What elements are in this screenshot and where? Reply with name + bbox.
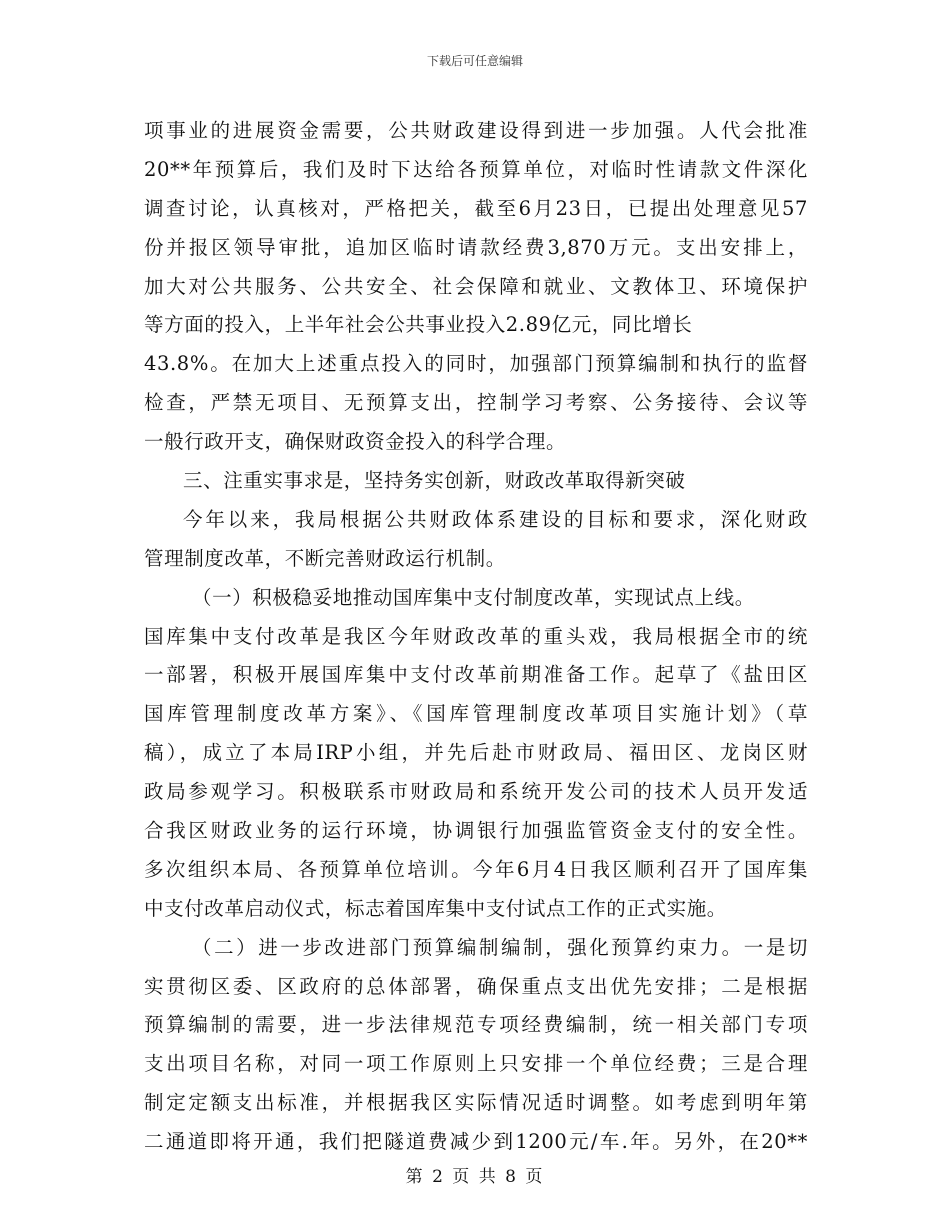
text-line: 管理制度改革，不断完善财政运行机制。 xyxy=(144,546,506,570)
text-line: 合我区财政业务的运行环境，协调银行加强监管资金支付的安全性。 xyxy=(144,819,808,843)
text-line: 项事业的进展资金需要，公共财政建设得到进一步加强。人代会批准 xyxy=(144,119,808,142)
text-line: 中支付改革启动仪式，标志着国库集中支付试点工作的正式实施。 xyxy=(144,896,727,920)
text-line: 国库管理制度改革方案》、《国库管理制度改革项目实施计划》（草 xyxy=(144,702,808,726)
text-line: 政局参观学习。积极联系市财政局和系统开发公司的技术人员开发适 xyxy=(144,780,808,804)
text-line: 多次组织本局、各预算单位培训。今年6月4日我区顺利召开了国库集 xyxy=(144,857,808,881)
text-line: 检查，严禁无项目、无预算支出，控制学习考察、公务接待、会议等 xyxy=(144,391,808,415)
text-line: 支出项目名称，对同一项工作原则上只安排一个单位经费；三是合理 xyxy=(144,1052,808,1076)
text-line: 份并报区领导审批，追加区临时请款经费3,870万元。支出安排上， xyxy=(144,235,808,259)
text-line: 调查讨论，认真核对，严格把关，截至6月23日，已提出处理意见57 xyxy=(144,196,808,220)
subsection-heading: （二）进一步改进部门预算编制编制，强化预算约束力。一是切 xyxy=(192,935,808,959)
text-line: 稿），成立了本局IRP小组，并先后赴市财政局、福田区、龙岗区财 xyxy=(144,741,808,765)
text-line: 制定定额支出标准，并根据我区实际情况适时调整。如考虑到明年第 xyxy=(144,1091,808,1115)
text-line: 二通道即将开通，我们把隧道费减少到1200元/车.年。另外，在20** xyxy=(144,1130,808,1154)
text-line: 实贯彻区委、区政府的总体部署，确保重点支出优先安排；二是根据 xyxy=(144,974,808,998)
subsection-heading: （一）积极稳妥地推动国库集中支付制度改革，实现试点上线。 xyxy=(192,585,755,609)
text-line: 今年以来，我局根据公共财政体系建设的目标和要求，深化财政 xyxy=(183,507,808,531)
document-body xyxy=(144,112,808,1162)
page-header: 下载后可任意编辑 xyxy=(426,54,523,68)
text-line: 加大对公共服务、公共安全、社会保障和就业、文教体卫、环境保护 xyxy=(144,274,808,298)
section-heading: 三、注重实事求是，坚持务实创新，财政改革取得新突破 xyxy=(183,469,686,493)
text-line: 43.8%。在加大上述重点投入的同时，加强部门预算编制和执行的监督 xyxy=(144,352,808,376)
text-line: 国库集中支付改革是我区今年财政改革的重头戏，我局根据全市的统 xyxy=(144,624,808,648)
text-line: 预算编制的需要，进一步法律规范专项经费编制，统一相关部门专项 xyxy=(144,1013,808,1037)
text-line: 一般行政开支，确保财政资金投入的科学合理。 xyxy=(144,430,567,454)
text-line: 20**年预算后，我们及时下达给各预算单位，对临时性请款文件深化 xyxy=(144,157,808,181)
page-number-footer: 第 2 页 共 8 页 xyxy=(405,1167,545,1187)
text-line: 等方面的投入，上半年社会公共事业投入2.89亿元，同比增长 xyxy=(144,313,693,337)
text-line: 一部署，积极开展国库集中支付改革前期准备工作。起草了《盐田区 xyxy=(144,663,808,687)
